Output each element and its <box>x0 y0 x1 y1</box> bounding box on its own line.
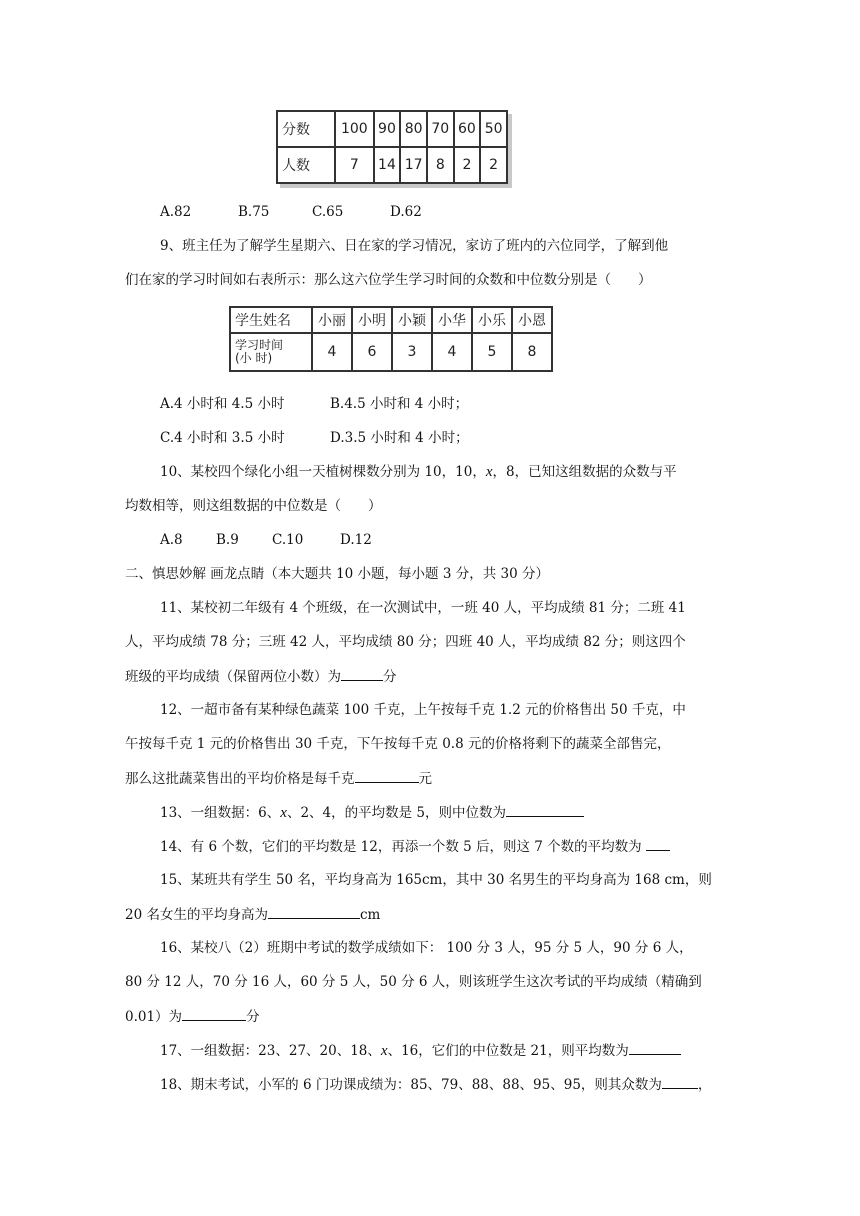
row-header-line-2: (小 时) <box>235 351 273 365</box>
q11-text-line-3 <box>125 666 397 687</box>
text-run: cm <box>359 907 381 923</box>
table-cell: 6 <box>352 333 392 371</box>
option-a: A.82 <box>160 204 192 220</box>
row-header-line-1: 学习时间 <box>235 338 284 352</box>
variable-x: x <box>485 464 493 480</box>
q8-options <box>160 202 422 222</box>
q15-text-line-2 <box>125 904 380 925</box>
option-a: A.8 <box>160 532 183 548</box>
text-run: 14、有 6 个数，它们的平均数是 12，再添一个数 5 后，则这 7 个数的平均数为 <box>160 839 642 855</box>
option-b: B.9 <box>216 532 239 548</box>
q12-text-line-3 <box>125 768 432 789</box>
table-cell: 80 <box>400 111 427 147</box>
table-cell: 4 <box>312 333 352 371</box>
text-run: 班级的平均成绩（保留两位小数）为 <box>125 669 341 685</box>
q10-text-line-1 <box>160 462 677 482</box>
table-header-cell: 小乐 <box>472 307 512 333</box>
text-run: ， <box>697 1077 712 1093</box>
text-run: 13、一组数据：6、 <box>160 805 281 821</box>
table-header-cell: 人数 <box>277 147 335 183</box>
answer-blank <box>182 1006 246 1021</box>
table-cell: 100 <box>335 111 374 147</box>
q16-text-line-1: 16、某校八（2）班期中考试的数学成绩如下： 100 分 3 人，95 分 5 人，90 分 6 人， <box>160 940 693 956</box>
text-run: 分 <box>383 669 397 685</box>
variable-x: x <box>380 1043 388 1059</box>
q16-text-line-2: 80 分 12 人，70 分 16 人，60 分 5 人，50 分 6 人，则该班学生这次考试的平均成绩（精确到 <box>125 974 702 990</box>
score-count-table <box>276 110 508 184</box>
option-c: C.10 <box>272 532 304 548</box>
table-cell: 17 <box>400 147 427 183</box>
q12-text-line-2: 午按每千克 1 元的价格售出 30 千克，下午按每千克 0.8 元的价格将剩下的蔬菜全部售完， <box>125 736 671 752</box>
table-cell: 7 <box>335 147 374 183</box>
table-header-cell <box>230 333 312 371</box>
text-run: 10、某校四个绿化小组一天植树棵数分别为 10，10， <box>160 464 486 480</box>
q9-text-line-1: 9、班主任为了解学生星期六、日在家的学习情况，家访了班内的六位同学，了解到他 <box>160 238 669 254</box>
q15-text-line-1: 15、某班共有学生 50 名，平均身高为 165cm，其中 30 名男生的平均身高为 168 cm，则 <box>160 872 712 888</box>
table-row <box>277 147 507 183</box>
answer-blank <box>355 768 419 783</box>
table-cell: 4 <box>432 333 472 371</box>
answer-blank <box>268 904 360 919</box>
table-row <box>277 111 507 147</box>
table-header-cell: 小丽 <box>312 307 352 333</box>
q18-text <box>160 1074 711 1095</box>
q11-text-line-2: 人，平均成绩 78 分；三班 42 人，平均成绩 80 分；四班 40 人，平均成绩 82 分；则这四个 <box>125 634 686 650</box>
table-cell: 8 <box>512 333 552 371</box>
table-cell: 50 <box>480 111 507 147</box>
q12-text-line-1: 12、一超市备有某种绿色蔬菜 100 千克，上午按每千克 1.2 元的价格售出 50 千克，中 <box>160 702 686 718</box>
table-cell: 2 <box>454 147 481 183</box>
q16-text-line-3 <box>125 1006 260 1027</box>
option-d: D.12 <box>340 532 372 548</box>
text-run: 、2、4，的平均数是 5，则中位数为 <box>286 805 507 821</box>
study-time-table <box>229 306 553 372</box>
option-a: A.4 小时和 4.5 小时 <box>160 396 285 412</box>
table-cell: 60 <box>454 111 481 147</box>
text-run: 0.01）为 <box>125 1009 183 1025</box>
option-b: B.75 <box>238 204 270 220</box>
option-d: D.62 <box>390 204 422 220</box>
q17-text <box>160 1040 681 1061</box>
answer-blank <box>646 836 670 851</box>
q9-options-row-1 <box>160 394 468 414</box>
text-run: 分 <box>246 1009 260 1025</box>
text-run: 17、一组数据：23、27、20、18、 <box>160 1043 381 1059</box>
table-header-cell: 小颖 <box>392 307 432 333</box>
table-header-cell: 小明 <box>352 307 392 333</box>
text-run: 元 <box>418 771 432 787</box>
table-header-cell: 学生姓名 <box>230 307 312 333</box>
variable-x: x <box>280 805 287 821</box>
table-cell: 14 <box>374 147 401 183</box>
option-d: D.3.5 小时和 4 小时； <box>330 430 469 446</box>
option-c: C.4 小时和 3.5 小时 <box>160 430 285 446</box>
q11-text-line-1: 11、某校初二年级有 4 个班级，在一次测试中，一班 40 人，平均成绩 81 分；二班 41 <box>160 600 686 616</box>
q10-text-line-2: 均数相等，则这组数据的中位数是（ ） <box>125 498 382 514</box>
text-run: ，8，已知这组数据的众数与平 <box>492 464 677 480</box>
answer-blank <box>629 1040 681 1055</box>
answer-blank <box>506 802 584 817</box>
table-row <box>230 333 552 371</box>
table-row <box>230 307 552 333</box>
text-run: 那么这批蔬菜售出的平均价格是每千克 <box>125 771 355 787</box>
table-header-cell: 小华 <box>432 307 472 333</box>
table-cell: 70 <box>427 111 454 147</box>
section-heading: 二、慎思妙解 画龙点睛（本大题共 10 小题，每小题 3 分，共 30 分） <box>125 566 549 582</box>
table-cell: 90 <box>374 111 401 147</box>
text-run: 、16，它们的中位数是 21，则平均数为 <box>387 1043 629 1059</box>
q9-text-line-2: 们在家的学习时间如右表所示：那么这六位学生学习时间的众数和中位数分别是（ ） <box>125 272 652 288</box>
q13-text <box>160 802 584 823</box>
option-c: C.65 <box>312 204 344 220</box>
table-cell: 8 <box>427 147 454 183</box>
table-cell: 2 <box>480 147 507 183</box>
table-header-cell: 分数 <box>277 111 335 147</box>
q10-options <box>160 530 372 550</box>
table-header-cell: 小恩 <box>512 307 552 333</box>
table-cell: 5 <box>472 333 512 371</box>
answer-blank <box>662 1074 698 1089</box>
table-cell: 3 <box>392 333 432 371</box>
text-run: 18、期末考试，小军的 6 门功课成绩为：85、79、88、88、95、95，则其众数为 <box>160 1077 662 1093</box>
answer-blank <box>341 666 383 681</box>
q14-text <box>160 836 670 857</box>
q9-options-row-2 <box>160 428 469 448</box>
option-b: B.4.5 小时和 4 小时； <box>330 396 469 412</box>
text-run: 20 名女生的平均身高为 <box>125 907 268 923</box>
